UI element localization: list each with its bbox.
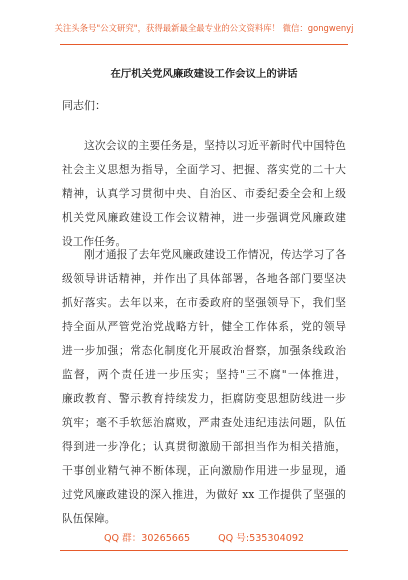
- paragraph-line: 筑牢；毫不手软惩治腐败，严肃查处违纪违法问题，队伍: [62, 416, 346, 429]
- paragraph-line: 抓好落实。去年以来，在市委政府的坚强领导下，我们坚: [62, 296, 346, 309]
- paragraph-line: 监督，两个责任进一步压实；坚持"三不腐"一体推进，: [62, 368, 346, 381]
- paragraph-line: 设工作任务。: [62, 235, 127, 248]
- footer-divider: [60, 550, 348, 551]
- document-title: 在厅机关党风廉政建设工作会议上的讲话: [110, 68, 298, 80]
- qq-number-text: QQ 号:535304092: [218, 533, 305, 544]
- paragraph-line: 廉政教育、警示教育持续发力，拒腐防变思想防线进一步: [62, 392, 346, 405]
- paragraph-1: [62, 134, 346, 254]
- paragraph-line: 过党风廉政建设的深入推进，为做好 xx 工作提供了坚强的: [62, 488, 346, 501]
- header-banner: 关注头条号"公文研究"，获得最新最全最专业的公文资料库！ 微信：gongwenyj: [54, 23, 354, 33]
- paragraph-line: 这次会议的主要任务是，坚持以习近平新时代中国特色: [84, 139, 346, 152]
- paragraph-line: 机关党风廉政建设工作会议精神，进一步强调党风廉政建: [62, 211, 346, 224]
- paragraph-line: 队伍保障。: [62, 512, 116, 525]
- paragraph-line: 级领导讲话精神，并作出了具体部署，各地各部门要坚决: [62, 272, 346, 285]
- qq-group-text: QQ 群：30265665: [103, 533, 191, 544]
- paragraph-line: 进一步加强；常态化制度化开展政治督察，加强条线政治: [62, 344, 346, 357]
- paragraph-line: 干事创业精气神不断体现，正向激励作用进一步显现，通: [62, 464, 346, 477]
- header-divider: [60, 44, 348, 45]
- paragraph-line: 持全面从严管党治党战略方针，健全工作体系，党的领导: [62, 320, 346, 333]
- paragraph-line: 精神，认真学习贯彻中央、自治区、市委纪委全会和上级: [62, 187, 346, 200]
- paragraph-line: 刚才通报了去年党风廉政建设工作情况，传达学习了各: [84, 248, 346, 261]
- salutation: 同志们：: [62, 99, 106, 112]
- paragraph-line: 社会主义思想为指导，全面学习、把握、落实党的二十大: [62, 163, 346, 176]
- paragraph-2: [62, 243, 346, 531]
- footer-contact: [0, 532, 408, 546]
- paragraph-line: 得到进一步净化；认真贯彻激励干部担当作为相关措施，: [62, 440, 346, 453]
